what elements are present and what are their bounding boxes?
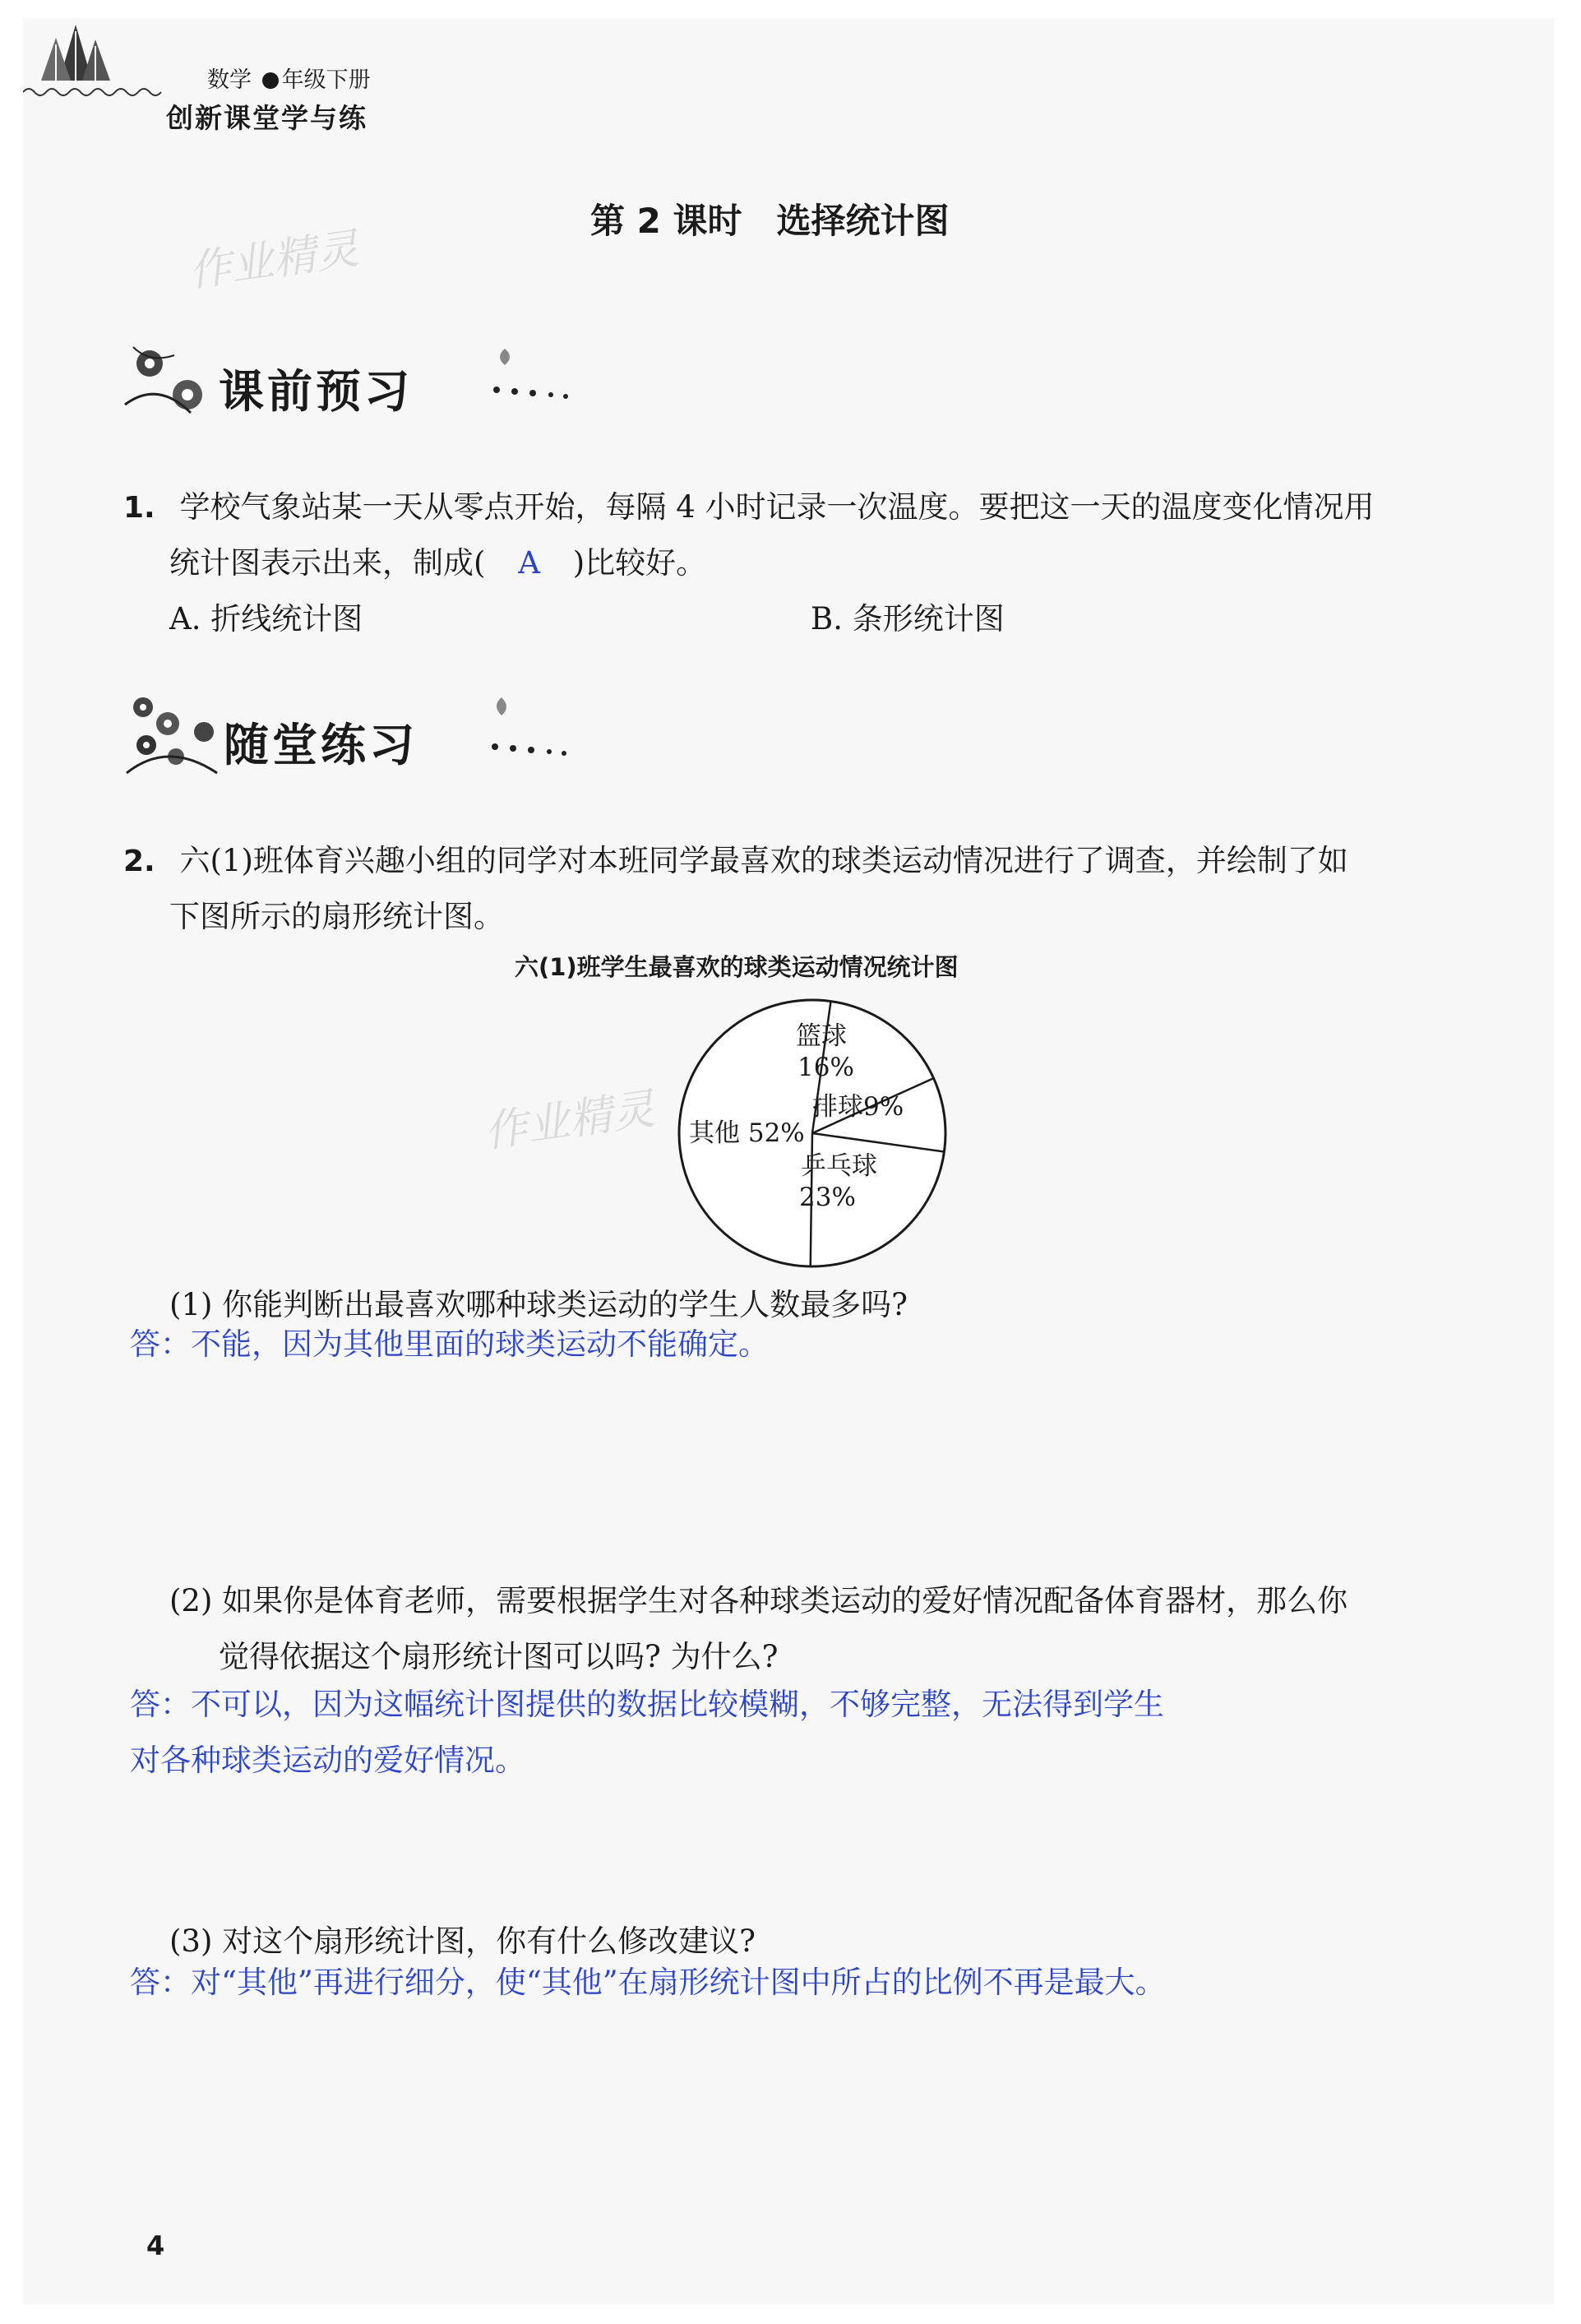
q2-sub3: (3) 对这个扇形统计图，你有什么修改建议? [169, 1924, 756, 1959]
q2-sub2-line2: 觉得依据这个扇形统计图可以吗? 为什么? [219, 1639, 779, 1674]
pie-chart [648, 993, 977, 1273]
workbook-page [23, 18, 1554, 2304]
pie-value-3: 其他 52% [689, 1118, 805, 1148]
pie-value-2: 23% [799, 1183, 856, 1212]
q2-line2: 下图所示的扇形统计图。 [169, 899, 504, 934]
header-subject: 数学 [207, 67, 252, 93]
pie-value-1: 排球9% [812, 1092, 904, 1122]
q1-line2-prefix: 统计图表示出来，制成( [169, 545, 486, 581]
q1-option-a: A. 折线统计图 [169, 601, 363, 637]
q2-answer2-line1: 答：不可以，因为这幅统计图提供的数据比较模糊，不够完整，无法得到学生 [130, 1687, 1164, 1722]
watermark: 作业精灵 [481, 1084, 658, 1158]
wave-divider [23, 84, 171, 100]
q1-line2-suffix: )比较好。 [572, 545, 707, 581]
q1-option-b: B. 条形统计图 [811, 601, 1005, 637]
q2-answer2-line2: 对各种球类运动的爱好情况。 [130, 1743, 525, 1778]
q2-answer3: 答：对“其他”再进行细分，使“其他”在扇形统计图中所占的比例不再是最大。 [130, 1965, 1166, 2000]
q2-sub2-line1: (2) 如果你是体育老师，需要根据学生对各种球类运动的爱好情况配备体育器材，那么你 [169, 1583, 1348, 1618]
grade-dot-icon [262, 72, 279, 89]
q2-line1: 六(1)班体育兴趣小组的同学对本班同学最喜欢的球类运动情况进行了调查，并绘制了如 [179, 843, 1348, 878]
header-grade: 年级下册 [281, 67, 371, 93]
watermark: 作业精灵 [185, 224, 362, 298]
section-practice-title: 随堂练习 [224, 719, 418, 771]
q1-line1: 学校气象站某一天从零点开始，每隔 4 小时记录一次温度。要把这一天的温度变化情况用 [179, 489, 1375, 525]
lesson-title: 第 2 课时 选择统计图 [590, 201, 950, 241]
q1-number: 1. [123, 491, 155, 525]
header-series: 创新课堂学与练 [166, 102, 368, 134]
section-preview-title: 课前预习 [219, 365, 414, 418]
q1-answer: A [518, 545, 540, 581]
pie-value-0: 16% [797, 1053, 854, 1082]
butterfly-icon [474, 692, 580, 766]
tree-logo-icon [35, 23, 113, 89]
q2-number: 2. [123, 845, 155, 878]
q2-sub1: (1) 你能判断出最喜欢哪种球类运动的学生人数最多吗? [169, 1287, 908, 1322]
chart-title: 六(1)班学生最喜欢的球类运动情况统计图 [515, 953, 959, 981]
page-number: 4 [146, 2230, 165, 2262]
butterfly-icon [472, 340, 579, 414]
q2-answer1: 答：不能，因为其他里面的球类运动不能确定。 [130, 1326, 769, 1362]
pie-label-2: 乒乓球 [801, 1151, 877, 1181]
pie-label-0: 篮球 [796, 1021, 847, 1051]
